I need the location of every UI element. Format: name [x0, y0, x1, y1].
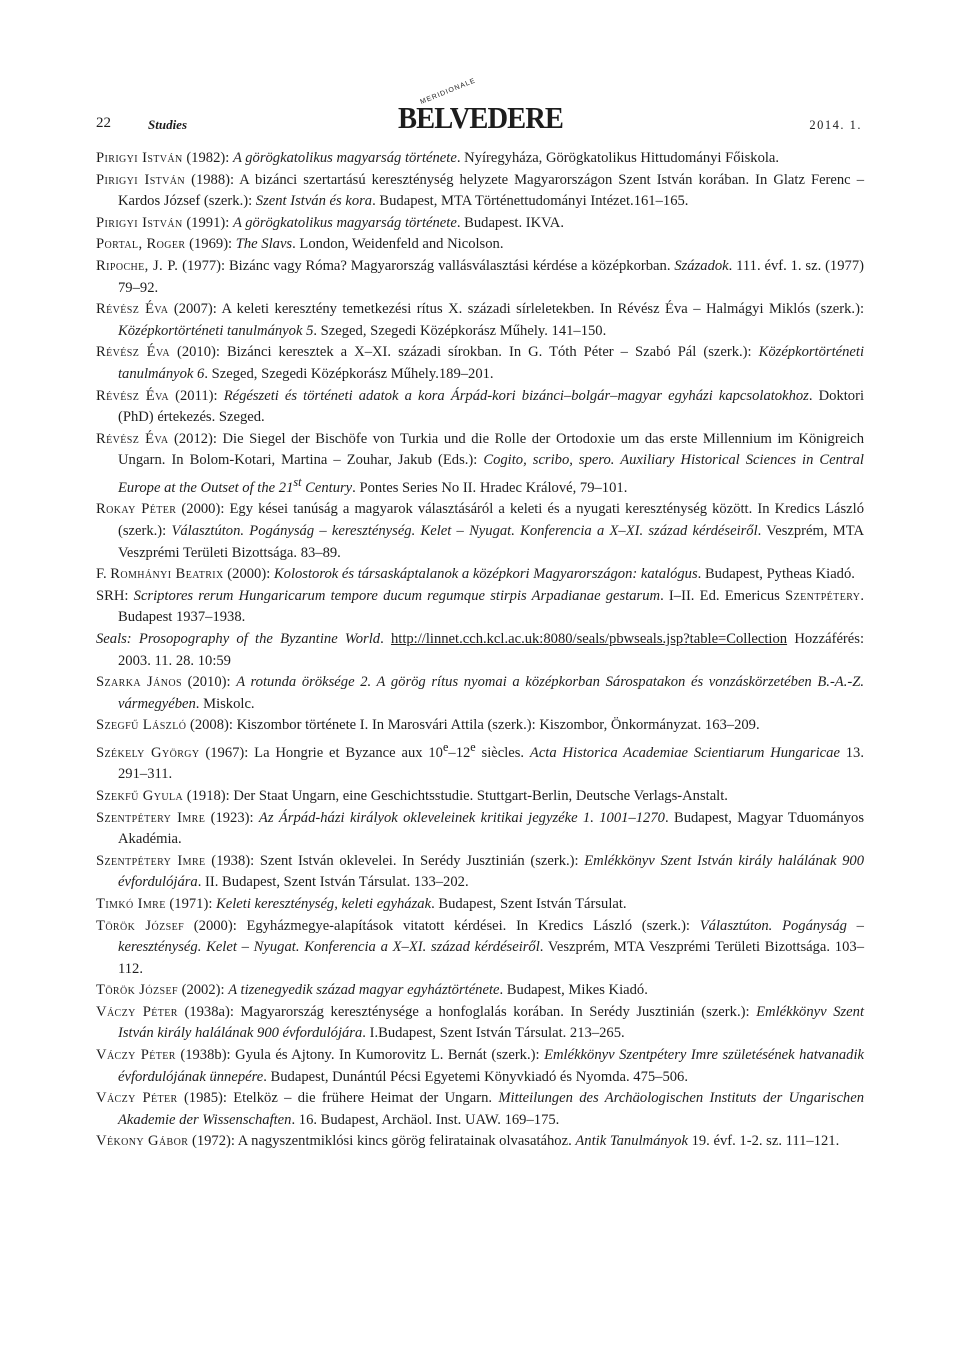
reference-entry — [96, 429, 864, 500]
reference-entry — [96, 299, 864, 342]
reference-author: Pirigyi István — [96, 171, 186, 188]
reference-author: Rokay Péter — [96, 501, 177, 518]
reference-title: A görögkatolikus magyarság története — [232, 150, 457, 166]
reference-text: . Veszprém, MTA Veszprémi Területi Bizottsága. 103–112. — [118, 939, 864, 977]
reference-text: . — [380, 630, 391, 647]
reference-text: Hozzáférés: 2003. 11. 28. 10:59 — [118, 630, 865, 669]
superscript: e — [442, 739, 449, 754]
reference-author: Váczy Péter — [96, 1003, 178, 1020]
reference-title: Emlékkönyv Szentpétery Imre születésének hatvanadik évfordulójának ünnepére — [118, 1047, 864, 1085]
reference-entry — [96, 213, 864, 235]
reference-text: (2008): Kiszombor története I. In Marosvári Attila (szerk.): Kiszombor, Önkormányzat. 163–209. — [186, 717, 760, 734]
reference-text: (2002): — [177, 982, 229, 999]
reference-title: Mitteilungen des Archäologischen Instituts der Ungarischen Akademie der Wissenschaften — [118, 1090, 864, 1128]
reference-entry — [96, 916, 864, 981]
reference-title: Emlékkönyv Szent István király halálának 900 évfordulójára — [118, 1003, 864, 1042]
reference-text: . Szeged, Szegedi Középkorász Műhely. 141–150. — [313, 322, 607, 339]
reference-author: Székely György — [96, 744, 200, 761]
reference-title: Acta Historica Academiae Scientiarum Hungaricae — [529, 744, 840, 761]
reference-entry — [96, 808, 864, 851]
reference-title: Keleti kereszténység, keleti egyházak — [216, 895, 432, 912]
reference-author: Szentpétery — [785, 587, 861, 604]
reference-author: Révész Éva — [96, 430, 169, 447]
reference-text: . Szeged, Szegedi Középkorász Műhely.189–201. — [204, 365, 494, 382]
logo-text: BELVEDERE — [398, 100, 564, 135]
reference-text: (1982): — [182, 150, 233, 166]
reference-title: Választúton. Pogányság – kereszténység. Kelet – Nyugat. Konferencia a X–XI. század kérdéseiről — [171, 522, 758, 539]
reference-text: (1972): A nagyszentmiklósi kincs görög feliratainak olvasatához. — [188, 1133, 576, 1150]
reference-author: Révész Éva — [96, 387, 170, 404]
reference-text: (2000): Egy kései tanúság a magyarok választásáról a keleti és a nyugati kereszténység között. In Kredics László (szerk.): — [118, 501, 864, 539]
reference-text: . I.Budapest, Szent István Társulat. 213–265. — [362, 1025, 625, 1042]
reference-url[interactable]: http://linnet.cch.kcl.ac.uk:8080/seals/pbwseals.jsp?table=Collection — [390, 630, 788, 647]
reference-entry — [96, 1002, 864, 1045]
reference-text: . Budapest 1937–1938. — [118, 587, 864, 626]
reference-entry — [96, 170, 864, 213]
reference-text: (2010): — [181, 674, 237, 691]
reference-text: (1985): Etelköz – die frühere Heimat der Ungarn. — [177, 1090, 499, 1107]
reference-list — [96, 148, 864, 1153]
reference-text: . Miskolc. — [195, 695, 255, 712]
reference-text: (1967): La Hongrie et Byzance aux 10 — [199, 744, 443, 761]
reference-entry — [96, 1088, 864, 1131]
reference-entry — [96, 851, 864, 894]
reference-text: siècles. — [475, 744, 530, 761]
reference-text: (1977): Bizánc vagy Róma? Magyarország vallásválasztási kérdése a középkorban. — [178, 257, 675, 274]
reference-text: (1918): Der Staat Ungarn, eine Geschichtsstudie. Stuttgart-Berlin, Deutsche Verlags-Anstalt. — [183, 787, 728, 804]
superscript: e — [470, 739, 476, 754]
reference-title: Az Árpád-házi királyok okleveleinek kritikai jegyzéke 1. 1001–1270 — [258, 809, 665, 826]
reference-text: . Budapest, Mikes Kiadó. — [499, 982, 648, 999]
reference-text: . Nyíregyháza, Görögkatolikus Hittudományi Főiskola. — [456, 150, 780, 166]
reference-title: The Slavs — [235, 236, 293, 253]
reference-text: (2000): Egyházmegye-alapítások vitatott kérdései. In Kredics László (szerk.): — [184, 917, 700, 934]
reference-text: (2010): Bizánci keresztek a X–XI. századi sírokban. In G. Tóth Péter – Szabó Pál (szerk.): — [169, 344, 759, 361]
reference-title: Szent István és kora — [255, 193, 373, 210]
reference-text: . Budapest, Dunántúl Pécsi Egyetemi Könyvkiadó és Nyomda. 475–506. — [263, 1068, 688, 1085]
reference-author: Révész Éva — [96, 301, 169, 318]
reference-text: (1938b): Gyula és Ajtony. In Kumorovitz L. Bernát (szerk.): — [175, 1047, 545, 1064]
superscript: st — [293, 474, 302, 489]
reference-text: 13. 291–311. — [118, 744, 864, 783]
reference-text: (1988): A bizánci szertartású kereszténység helyzete Magyarországon Szent István korában. In Glatz Ferenc – Kardos József (szerk.): — [118, 171, 864, 210]
page-header — [96, 77, 862, 138]
reference-text: 19. évf. 1-2. sz. 111–121. — [687, 1133, 840, 1150]
reference-text: . Budapest, Szent István Társulat. — [431, 895, 627, 912]
reference-title: A rotunda öröksége 2. A görög rítus nyomai a középkorban Sárospatakon és vonzáskörzetében B.-A.-Z. vármegyében — [118, 674, 864, 712]
logo-stamp: MERIDIONALE — [419, 77, 477, 106]
reference-text: (2000): — [223, 566, 274, 583]
reference-text: (1971): — [165, 895, 217, 912]
reference-text: (1938): Szent István oklevelei. In Serédy Jusztinián (szerk.): — [205, 852, 585, 869]
reference-text: F. — [96, 566, 111, 583]
reference-text: . London, Weidenfeld and Nicolson. — [292, 236, 504, 253]
reference-author: Pirigyi István — [96, 214, 183, 231]
reference-title: Régészeti és történeti adatok a kora Árpád-kori bizánci–bolgár–magyar egyházi kapcsolatokhoz — [223, 387, 809, 404]
reference-entry — [96, 894, 864, 916]
page-number: 22 — [96, 115, 111, 131]
reference-text: . Doktori (PhD) értekezés. Szeged. — [118, 387, 865, 426]
reference-title: A tizenegyedik század magyar egyháztörténete — [228, 982, 500, 999]
reference-author: Vékony Gábor — [96, 1133, 189, 1150]
reference-entry — [96, 386, 864, 429]
reference-author: Ripoche, J. P. — [96, 257, 179, 274]
reference-author: Szegfű László — [96, 717, 187, 734]
reference-author: Révész Éva — [96, 344, 170, 361]
reference-text: SRH: — [96, 587, 134, 604]
reference-text: . Budapest. IKVA. — [456, 214, 564, 231]
reference-title: Emlékkönyv Szent István király halálának 900 évfordulójára — [118, 852, 865, 891]
reference-author: Timkó Imre — [96, 895, 166, 912]
reference-text: . 111. évf. 1. sz. (1977) 79–92. — [118, 257, 864, 296]
reference-author: Török József — [96, 982, 178, 999]
reference-entry — [96, 786, 864, 808]
reference-text: . Pontes Series No II. Hradec Králové, 79–101. — [352, 479, 628, 496]
reference-entry — [96, 342, 864, 385]
reference-text: (2012): Die Siegel der Bischöfe von Turkia und die Rolle der Ortodoxie um das erste Millennium im Königreich Ungarn. In Bolom-Kotari, Martina – Zouhar, Jakub (Eds.): — [118, 430, 864, 469]
reference-entry — [96, 234, 864, 256]
reference-title: Középkortörténeti tanulmányok 6 — [118, 344, 864, 382]
reference-text: (2007): A keleti keresztény temetkezési rítus X. századi sírleletekben. In Révész Éva – Halmágyi Miklós (szerk.): — [168, 301, 864, 318]
reference-author: Szekfű Gyula — [96, 787, 184, 804]
journal-logo — [398, 77, 564, 135]
reference-entry — [96, 629, 864, 672]
reference-title: Cogito, scribo, spero. Auxiliary Historical Sciences in Central Europe at the Outset of the 21 — [118, 452, 864, 496]
reference-title: Century — [301, 479, 353, 496]
reference-text: –12 — [448, 744, 471, 761]
reference-text: . Budapest, Magyar Tduományos Akadémia. — [118, 809, 865, 848]
reference-title: Középkortörténeti tanulmányok 5 — [118, 322, 314, 339]
reference-text: . 16. Budapest, Archäol. Inst. UAW. 169–175. — [291, 1111, 560, 1128]
issue-label: 2014. 1. — [809, 118, 862, 132]
reference-entry — [96, 564, 864, 586]
reference-title: Kolostorok és társaskáptalanok a középkori Magyarországon: katalógus — [273, 566, 698, 583]
reference-title: Scriptores rerum Hungaricarum tempore ducum regumque stirpis Arpadianae gestarum — [133, 587, 661, 604]
reference-entry — [96, 672, 864, 715]
reference-title: Századok — [674, 257, 729, 274]
reference-author: Szarka János — [96, 674, 182, 691]
reference-entry — [96, 715, 864, 737]
reference-author: Romhányi Beatrix — [110, 566, 224, 583]
reference-entry — [96, 980, 864, 1002]
reference-author: Portal, Roger — [96, 236, 186, 253]
reference-text: . II. Budapest, Szent István Társulat. 133–202. — [197, 874, 469, 891]
reference-text: (1991): — [182, 214, 233, 231]
section-title: Studies — [148, 117, 188, 132]
reference-entry — [96, 1131, 864, 1153]
reference-entry — [96, 256, 864, 299]
reference-text: (1923): — [205, 809, 259, 826]
reference-text: . Budapest, Pytheas Kiadó. — [697, 566, 855, 583]
reference-author: Szentpétery Imre — [96, 852, 206, 869]
reference-title: A görögkatolikus magyarság története — [232, 214, 457, 231]
reference-entry — [96, 586, 864, 629]
reference-entry — [96, 148, 864, 170]
reference-text: . Budapest, MTA Történettudományi Intézet.161–165. — [372, 193, 689, 210]
reference-author: Pirigyi István — [96, 150, 183, 166]
reference-author: Szentpétery Imre — [96, 809, 206, 826]
reference-title: Antik Tanulmányok — [575, 1133, 688, 1150]
reference-text: (1969): — [185, 236, 236, 253]
reference-entry — [96, 737, 864, 786]
reference-author: Váczy Péter — [96, 1090, 178, 1107]
reference-text: (2011): — [169, 387, 224, 404]
reference-author: Török József — [96, 917, 185, 934]
reference-text: (1938a): Magyarország kereszténysége a honfoglalás korában. In Serédy Jusztinián (szerk.): — [177, 1003, 757, 1020]
reference-text: . Veszprém, MTA Veszprémi Területi Bizottsága. 83–89. — [118, 522, 864, 561]
reference-entry — [96, 499, 864, 564]
reference-entry — [96, 1045, 864, 1088]
reference-author: Váczy Péter — [96, 1047, 176, 1064]
reference-title: Seals: Prosopography of the Byzantine World — [96, 630, 381, 647]
reference-text: . I–II. Ed. Emericus — [660, 587, 786, 604]
reference-title: Választúton. Pogányság – kereszténység. Kelet – Nyugat. Konferencia a X–XI. század kérdéseiről — [118, 917, 864, 956]
